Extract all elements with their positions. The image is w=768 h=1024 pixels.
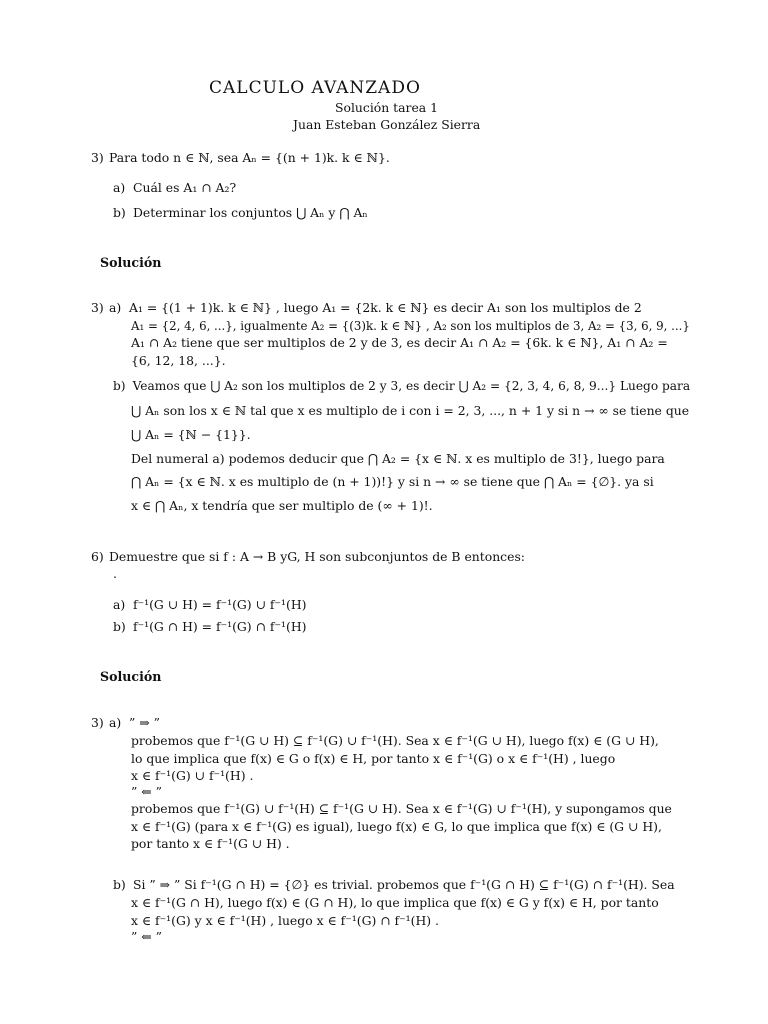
solution-3-b-line-3: ⋃ Aₙ = {ℕ − {1}}. [131,427,251,442]
part-label: a) [113,597,126,612]
solution-3-a-line-4: {6, 12, 18, ...}. [131,353,226,368]
document-subtitle: Solución tarea 1 [335,100,439,115]
solution-6-a-line-6: probemos que f⁻¹(G) ∪ f⁻¹(H) ⊆ f⁻¹(G ∪ H). Sea x ∈ f⁻¹(G) ∪ f⁻¹(H), y supongamos que [131,801,672,816]
solution-3-a-line-1 [91,300,642,316]
solution-3-a-line-2: A₁ = {2, 4, 6, ...}, igualmente A₂ = {(3)k. k ∈ ℕ} , A₂ son los multiplos de 3, A₂ = {3, 6, 9, ...} [131,318,690,333]
solution-6-b-line-2: x ∈ f⁻¹(G ∩ H), luego f(x) ∈ (G ∩ H), lo que implica que f(x) ∈ G y f(x) ∈ H, por tanto [131,895,659,910]
part-text: f⁻¹(G ∪ H) = f⁻¹(G) ∪ f⁻¹(H) [133,597,307,612]
document-title: CALCULO AVANZADO [209,78,421,98]
problem-6-part-b [113,619,306,635]
solution-6-a-line-1 [91,715,160,731]
solution-number: 3) [91,715,104,730]
solution-6-a-line-4: x ∈ f⁻¹(G) ∪ f⁻¹(H) . [131,768,254,783]
solution-6-a-line-3: lo que implica que f(x) ∈ G o f(x) ∈ H, por tanto x ∈ f⁻¹(G) o x ∈ f⁻¹(H) , luego [131,751,616,766]
problem-3-statement [91,150,390,166]
part-label: b) [113,619,126,634]
solution-3-b-line-2: ⋃ Aₙ son los x ∈ ℕ tal que x es multiplo de i con i = 2, 3, ..., n + 1 y si n → ∞ se tiene que [131,403,690,418]
solution-3-b-line-4: Del numeral a) podemos deducir que ⋂ A₂ = {x ∈ ℕ. x es multiplo de 3!}, luego para [131,451,665,466]
problem-number: 6) [91,549,104,564]
part-label: b) [113,877,126,892]
solution-3-b-line-5: ⋂ Aₙ = {x ∈ ℕ. x es multiplo de (n + 1))!} y si n → ∞ se tiene que ⋂ Aₙ = {∅}. ya si [131,474,654,489]
solution-text: A₁ = {(1 + 1)k. k ∈ ℕ} , luego A₁ = {2k. k ∈ ℕ} es decir A₁ son los multiplos de 2 [129,300,642,315]
solution-6-b-line-3: x ∈ f⁻¹(G) y x ∈ f⁻¹(H) , luego x ∈ f⁻¹(G) ∩ f⁻¹(H) . [131,913,439,928]
solution-6-b-line-4: ” ⇐ ” [131,929,162,944]
solution-heading: Solución [100,255,162,270]
solution-text: Veamos que ⋃ A₂ son los multiplos de 2 y 3, es decir ⋃ A₂ = {2, 3, 4, 6, 8, 9...} Luego para [132,378,691,393]
problem-text: Demuestre que si f : A → B yG, H son subconjuntos de B entonces: [109,549,525,564]
part-label: a) [109,715,122,730]
solution-6-a-line-2: probemos que f⁻¹(G ∪ H) ⊆ f⁻¹(G) ∪ f⁻¹(H). Sea x ∈ f⁻¹(G ∪ H), luego f(x) ∈ (G ∪ H), [131,733,659,748]
problem-number: 3) [91,150,104,165]
solution-6-a-line-8: por tanto x ∈ f⁻¹(G ∪ H) . [131,836,290,851]
part-text: Cuál es A₁ ∩ A₂? [133,180,237,195]
part-text: Determinar los conjuntos ⋃ Aₙ y ⋂ Aₙ [133,205,368,220]
problem-6-statement [91,549,525,565]
part-label: b) [113,378,126,393]
solution-3-a-line-3: A₁ ∩ A₂ tiene que ser multiplos de 2 y de 3, es decir A₁ ∩ A₂ = {6k. k ∈ ℕ}, A₁ ∩ A₂ = [131,335,668,350]
document-author: Juan Esteban González Sierra [293,117,481,132]
part-label: a) [109,300,122,315]
solution-3-b-line-1 [113,378,690,394]
solution-heading: Solución [100,669,162,684]
part-label: b) [113,205,126,220]
problem-text: Para todo n ∈ ℕ, sea Aₙ = {(n + 1)k. k ∈ ℕ}. [109,150,390,165]
solution-6-a-line-7: x ∈ f⁻¹(G) (para x ∈ f⁻¹(G) es igual), luego f(x) ∈ G, lo que implica que f(x) ∈ (G ∪ H), [131,819,662,834]
solution-6-a-line-5: ” ⇐ ” [131,784,162,799]
problem-3-part-a [113,180,236,196]
solution-6-b-line-1 [113,877,675,893]
solution-text: ” ⇒ ” [129,715,160,730]
part-label: a) [113,180,126,195]
problem-6-part-a [113,597,306,613]
solution-text: Si ” ⇒ ” Si f⁻¹(G ∩ H) = {∅} es trivial. probemos que f⁻¹(G ∩ H) ⊆ f⁻¹(G) ∩ f⁻¹(H). Sea [133,877,675,892]
problem-3-part-b [113,205,368,221]
problem-6-dot: . [113,566,117,581]
solution-number: 3) [91,300,104,315]
solution-3-b-line-6: x ∈ ⋂ Aₙ, x tendría que ser multiplo de (∞ + 1)!. [131,498,433,513]
part-text: f⁻¹(G ∩ H) = f⁻¹(G) ∩ f⁻¹(H) [133,619,307,634]
